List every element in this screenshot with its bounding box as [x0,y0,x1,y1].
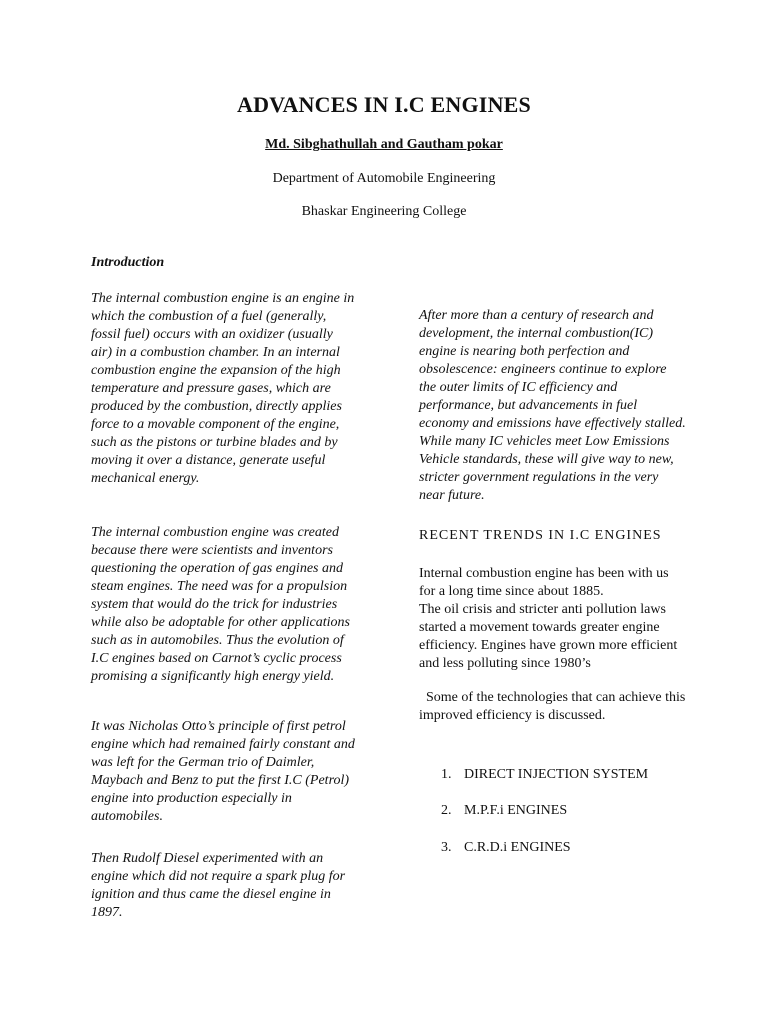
introduction-heading: Introduction [91,255,165,270]
list-item-number: 1. [441,767,452,782]
paper-title: ADVANCES IN I.C ENGINES [237,92,531,117]
right-paragraph-1: After more than a century of research and development, the internal combustion(IC) engine is nearing both perfection and obsolescence: engineers continue to explore the outer limits of IC efficiency and performance, but advancements in fuel economy and emissions have effectively stalled. While many IC vehicles meet Low Emissions Vehicle standards, these will give way to new, stricter government regulations in the very near future. [419,308,686,503]
list-item-number: 2. [441,803,452,818]
recent-trends-heading: RECENT TRENDS IN I.C ENGINES [419,528,662,543]
intro-paragraph-4: Then Rudolf Diesel experimented with an engine which did not require a spark plug for ignition and thus came the diesel engine in 1897. [91,851,346,920]
list-item [441,802,648,820]
college: Bhaskar Engineering College [301,204,467,219]
list-item-label: M.P.F.i ENGINES [464,803,568,818]
right-paragraph-3: The oil crisis and stricter anti pollution laws started a movement towards greater engine efficiency. Engines have grown more efficient and less polluting since 1980’s [419,602,678,671]
technology-list [441,766,648,857]
list-item-label: C.R.D.i ENGINES [464,840,571,855]
list-item [441,839,648,857]
list-item-number: 3. [441,840,452,855]
intro-paragraph-2: The internal combustion engine was created because there were scientists and inventors questioning the operation of gas engines and steam engines. The need was for a propulsion system that would do the trick for industries while also be adoptable for other applications such as in automobiles. Thus the evolution of I.C engines based on Carnot’s cyclic process promising a significantly high energy yield. [91,525,350,684]
right-paragraph-2: Internal combustion engine has been with us for a long time since about 1885. [419,566,669,599]
intro-paragraph-1: The internal combustion engine is an engine in which the combustion of a fuel (generally, fossil fuel) occurs with an oxidizer (usually air) in a combustion chamber. In an internal combustion engine the expansion of the high temperature and pressure gases, which are produced by the combustion, directly applies force to a movable component of the engine, such as the pistons or turbine blades and by moving it over a distance, generate useful mechanical energy. [91,291,355,486]
list-item-label: DIRECT INJECTION SYSTEM [464,767,649,782]
right-paragraph-4: Some of the technologies that can achieve this improved efficiency is discussed. [419,690,689,723]
department: Department of Automobile Engineering [272,171,496,186]
paper-authors: Md. Sibghathullah and Gautham pokar [265,137,503,152]
intro-paragraph-3: It was Nicholas Otto’s principle of first petrol engine which had remained fairly constant and was left for the German trio of Daimler, Maybach and Benz to put the first I.C (Petrol) engine into production especially in automobiles. [91,719,355,824]
list-item [441,766,648,784]
